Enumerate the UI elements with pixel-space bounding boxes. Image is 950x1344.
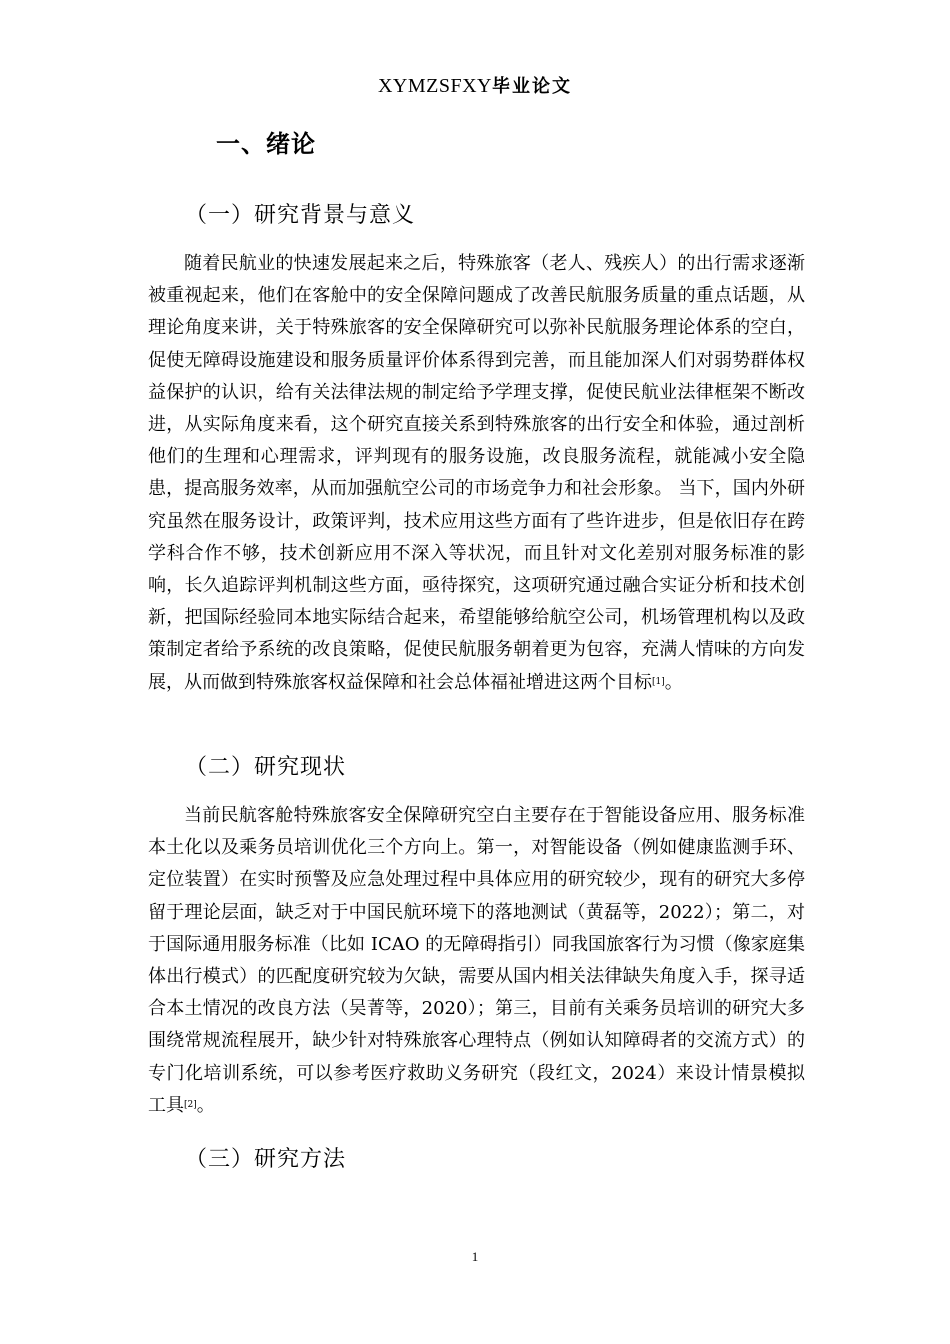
paragraph-end: 。	[664, 671, 683, 693]
section-heading-status: （二）研究现状	[185, 755, 347, 780]
paragraph-background	[148, 248, 805, 699]
citation-ref: [2]	[184, 1099, 197, 1110]
header-latin: XYMZSFXY	[377, 75, 493, 97]
header-chinese: 毕业论文	[492, 76, 573, 97]
paragraph-text: 随着民航业的快速发展起来之后，特殊旅客（老人、残疾人）的出行需求逐渐被重视起来，他们在客舱中的安全保障问题成了改善民航服务质量的重点话题，从理论角度来讲，关于特殊旅客的安全保障研究可以弥补民航服务理论体系的空白，促使无障碍设施建设和服务质量评价体系得到完善，而且能加深人们对弱势群体权益保护的认识，给有关法律法规的制定给予学理支撑，促使民航业法律框架不断改进，从实际角度来看，这个研究直接关系到特殊旅客的出行安全和体验，通过剖析他们的生理和心理需求，评判现有的服务设施，改良服务流程，就能减小安全隐患，提高服务效率，从而加强航空公司的市场竞争力和社会形象。 当下，国内外研究虽然在服务设计，政策评判，技术应用这些方面有了些许进步，但是依旧存在跨学科合作不够，技术创新应用不深入等状况，而且针对文化差别对服务标准的影响，长久追踪评判机制这些方面，亟待探究，这项研究通过融合实证分析和技术创新，把国际经验同本地实际结合起来，希望能够给航空公司，机场管理机构以及政策制定者给予系统的改良策略，促使民航服务朝着更为包容，充满人情味的方向发展，从而做到特殊旅客权益保障和社会总体福祉增进这两个目标	[148, 253, 805, 693]
paragraph-end: 。	[196, 1094, 215, 1116]
citation-ref: [1]	[652, 676, 665, 687]
section-heading-background: （一）研究背景与意义	[185, 203, 416, 228]
section-heading-methods: （三）研究方法	[185, 1147, 347, 1172]
page-number: 1	[471, 1249, 479, 1264]
chapter-title: 一、绪论	[216, 130, 316, 158]
paragraph-status	[148, 800, 805, 1122]
page-header	[0, 72, 950, 98]
paragraph-text: 当前民航客舱特殊旅客安全保障研究空白主要存在于智能设备应用、服务标准本土化以及乘务员培训优化三个方向上。第一，对智能设备（例如健康监测手环、定位装置）在实时预警及应急处理过程中具体应用的研究较少，现有的研究大多停留于理论层面，缺乏对于中国民航环境下的落地测试（黄磊等，2022）；第二，对于国际通用服务标准（比如 ICAO 的无障碍指引）同我国旅客行为习惯（像家庭集体出行模式）的匹配度研究较为欠缺，需要从国内相关法律缺失角度入手，探寻适合本土情况的改良方法（吴菁等，2020）；第三，目前有关乘务员培训的研究大多围绕常规流程展开，缺少针对特殊旅客心理特点（例如认知障碍者的交流方式）的专门化培训系统，可以参考医疗救助义务研究（段红文，2024）来设计情景模拟工具	[148, 805, 805, 1116]
